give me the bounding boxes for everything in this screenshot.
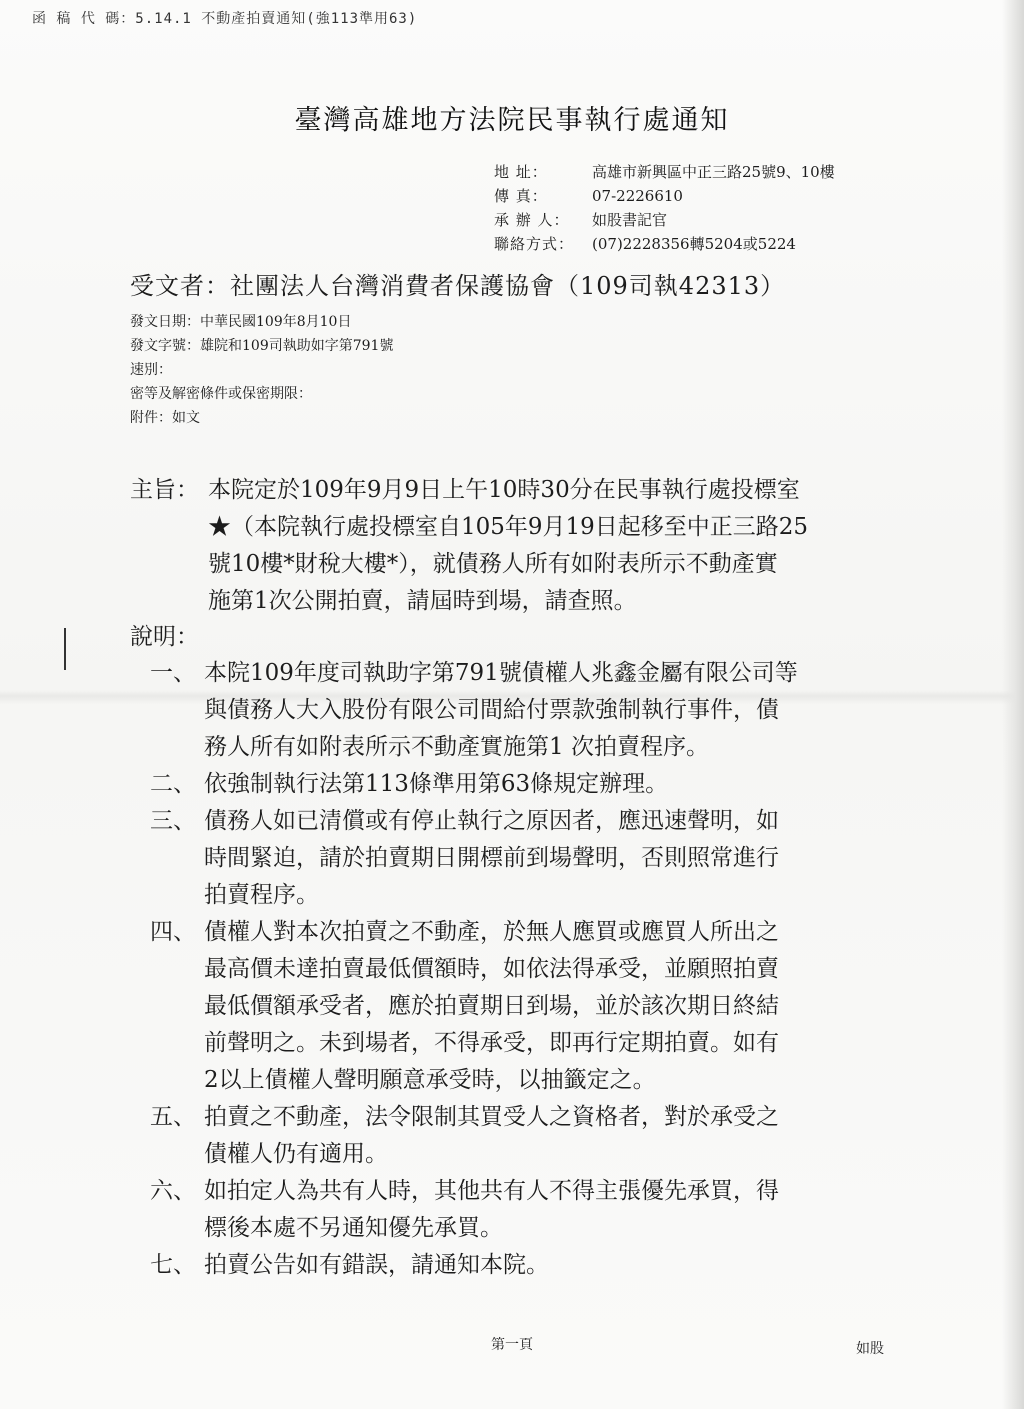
item-line: 依強制執行法第113條準用第63條規定辦理。 bbox=[204, 771, 669, 797]
contact-value: 高雄市新興區中正三路25號9、10樓 bbox=[592, 163, 835, 181]
issue-date: 發文日期：中華民國109年8月10日 bbox=[130, 314, 352, 330]
item-line: 時間緊迫，請於拍賣期日開標前到場聲明，否則照常進行 bbox=[204, 845, 779, 871]
contact-value: 如股書記官 bbox=[592, 211, 668, 229]
contact-fax bbox=[494, 184, 835, 208]
explanation-list bbox=[150, 655, 798, 1284]
item-line: 前聲明之。未到場者，不得承受，即再行定期拍賣。如有 bbox=[204, 1030, 779, 1056]
page-edge-shadow bbox=[1002, 0, 1024, 1409]
meta-block bbox=[130, 310, 393, 430]
contact-label: 承 辦 人： bbox=[494, 211, 570, 229]
contact-clerk bbox=[494, 208, 835, 232]
item-line: 標後本處不另通知優先承買。 bbox=[204, 1215, 503, 1241]
recipient: 受文者：社團法人台灣消費者保護協會（109司執42313） bbox=[130, 272, 786, 300]
contact-address bbox=[494, 160, 835, 184]
pen-mark bbox=[64, 628, 66, 670]
item-line: 拍賣之不動產，法令限制其買受人之資格者，對於承受之 bbox=[204, 1104, 779, 1130]
item-number: 五、 bbox=[150, 1104, 196, 1130]
contact-block bbox=[494, 160, 835, 256]
contact-label: 地 址： bbox=[494, 163, 548, 181]
explanation-label: 說明： bbox=[130, 624, 199, 650]
subject-line: 施第1次公開拍賣，請屆時到場，請查照。 bbox=[208, 588, 637, 614]
subject-label: 主旨： bbox=[130, 477, 199, 503]
page-number: 第一頁 bbox=[491, 1337, 533, 1353]
contact-phone bbox=[494, 232, 835, 256]
explanation-item bbox=[150, 1173, 798, 1247]
item-line: 債權人對本次拍賣之不動產，於無人應買或應買人所出之 bbox=[204, 919, 779, 945]
confidentiality: 密等及解密條件或保密期限： bbox=[130, 386, 312, 402]
form-code: 函 稿 代 碼：5.14.1 不動產拍賣通知(強113準用63) bbox=[32, 11, 418, 27]
document-title: 臺灣高雄地方法院民事執行處通知 bbox=[294, 105, 730, 136]
item-number: 七、 bbox=[150, 1252, 196, 1278]
item-line: 最低價額承受者，應於拍賣期日到場，並於該次期日終結 bbox=[204, 993, 779, 1019]
subject-line: 號10樓*財稅大樓*），就債務人所有如附表所示不動產實 bbox=[208, 551, 778, 577]
item-line: 債務人如已清償或有停止執行之原因者，應迅速聲明，如 bbox=[204, 808, 779, 834]
explanation-item bbox=[150, 655, 798, 766]
speed-class: 速別： bbox=[130, 362, 172, 378]
item-line: 本院109年度司執助字第791號債權人兆鑫金屬有限公司等 bbox=[204, 660, 798, 686]
item-line: 拍賣公告如有錯誤，請通知本院。 bbox=[204, 1252, 549, 1278]
contact-value: 07-2226610 bbox=[592, 187, 683, 205]
item-number: 六、 bbox=[150, 1178, 196, 1204]
explanation-item bbox=[150, 766, 798, 803]
explanation-item bbox=[150, 803, 798, 914]
item-number: 二、 bbox=[150, 771, 196, 797]
item-number: 三、 bbox=[150, 808, 196, 834]
section-code: 如股 bbox=[856, 1341, 884, 1357]
subject-line: ★（本院執行處投標室自105年9月19日起移至中正三路25 bbox=[208, 514, 809, 540]
item-line: 如拍定人為共有人時，其他共有人不得主張優先承買，得 bbox=[204, 1178, 779, 1204]
item-line: 債權人仍有適用。 bbox=[204, 1141, 388, 1167]
subject-line: 本院定於109年9月9日上午10時30分在民事執行處投標室 bbox=[208, 477, 800, 503]
item-line: 與債務人大入股份有限公司間給付票款強制執行事件，債 bbox=[204, 697, 779, 723]
explanation-item bbox=[150, 1099, 798, 1173]
contact-value: (07)2228356轉5204或5224 bbox=[592, 235, 796, 253]
item-line: 務人所有如附表所示不動產實施第1 次拍賣程序。 bbox=[204, 734, 709, 760]
subject-text bbox=[208, 472, 1008, 620]
item-number: 四、 bbox=[150, 919, 196, 945]
item-line: 最高價未達拍賣最低價額時，如依法得承受，並願照拍賣 bbox=[204, 956, 779, 982]
item-line: 拍賣程序。 bbox=[204, 882, 319, 908]
attachments: 附件：如文 bbox=[130, 410, 200, 426]
contact-label: 傳 真： bbox=[494, 187, 548, 205]
item-line: 2以上債權人聲明願意承受時，以抽籤定之。 bbox=[204, 1067, 656, 1093]
explanation-item bbox=[150, 914, 798, 1099]
item-number: 一、 bbox=[150, 660, 196, 686]
explanation-item bbox=[150, 1247, 798, 1284]
document-number: 發文字號：雄院和109司執助如字第791號 bbox=[130, 338, 394, 354]
contact-label: 聯絡方式： bbox=[494, 235, 575, 253]
